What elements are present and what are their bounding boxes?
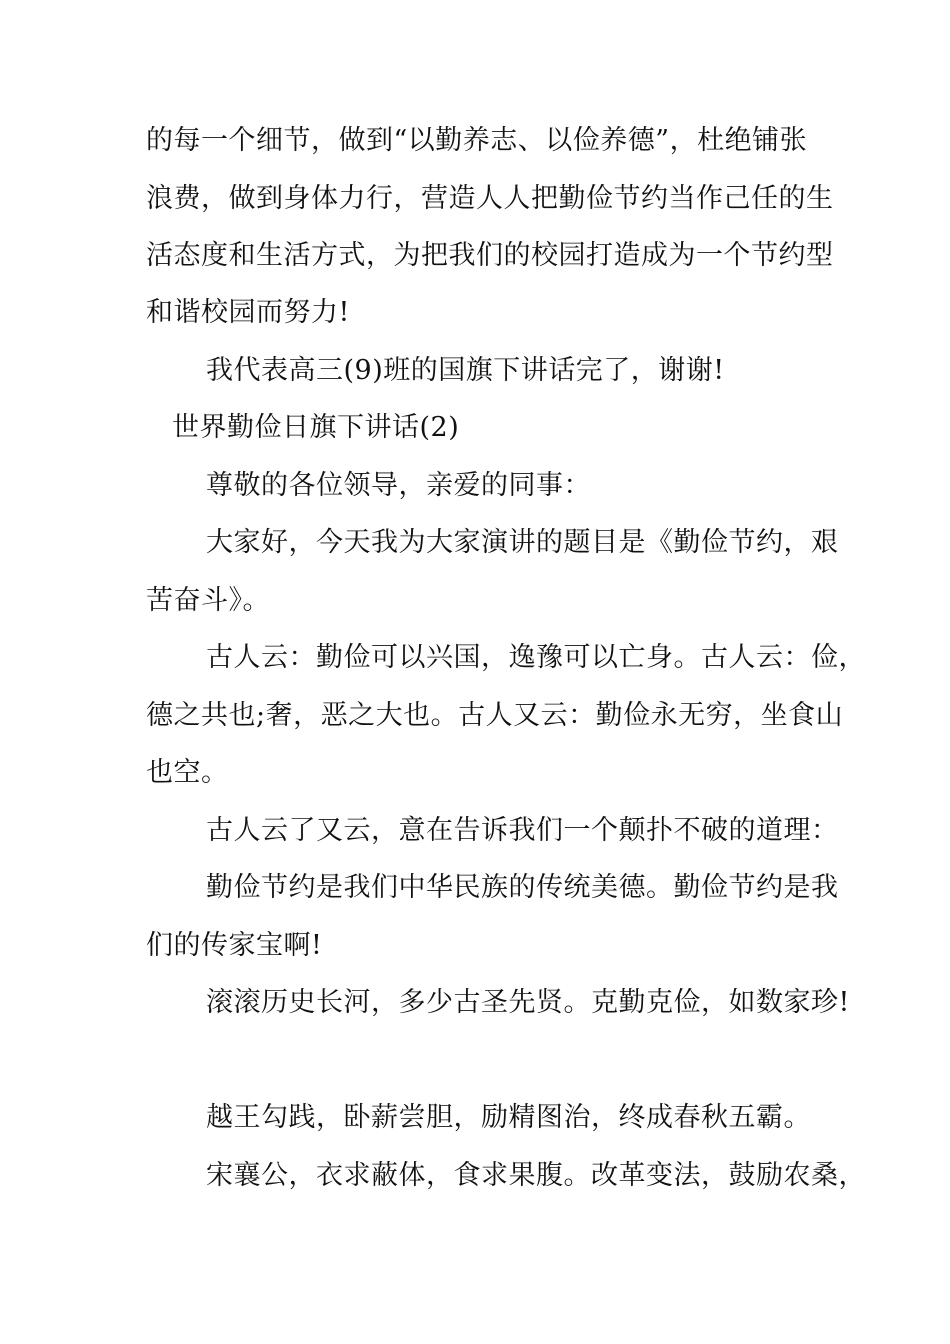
paragraph-line: 活态度和生活方式，为把我们的校园打造成为一个节约型 bbox=[146, 240, 834, 271]
section-title: 世界勤俭日旗下讲话(2) bbox=[172, 412, 460, 443]
paragraph-line: 勤俭节约是我们中华民族的传统美德。勤俭节约是我 bbox=[206, 872, 839, 903]
salutation: 尊敬的各位领导，亲爱的同事： bbox=[206, 470, 591, 501]
paragraph-line: 德之共也;奢，恶之大也。古人又云：勤俭永无穷，坐食山 bbox=[146, 700, 844, 731]
paragraph-line: 滚滚历史长河，多少古圣先贤。克勤克俭，如数家珍! bbox=[206, 987, 850, 1018]
paragraph-line: 古人云：勤俭可以兴国，逸豫可以亡身。古人云：俭， bbox=[206, 642, 866, 673]
paragraph-line: 也空。 bbox=[146, 757, 229, 788]
paragraph-line: 越王勾践，卧薪尝胆，励精图治，终成春秋五霸。 bbox=[206, 1102, 811, 1133]
paragraph-line: 浪费，做到身体力行，营造人人把勤俭节约当作己任的生 bbox=[146, 183, 834, 214]
paragraph-line: 们的传家宝啊! bbox=[146, 930, 323, 961]
paragraph-line: 大家好，今天我为大家演讲的题目是《勤俭节约，艰 bbox=[206, 527, 839, 558]
paragraph-line: 苦奋斗》。 bbox=[146, 585, 270, 616]
paragraph-line: 的每一个细节，做到“以勤养志、以俭养德”，杜绝铺张 bbox=[146, 125, 808, 156]
paragraph-line: 宋襄公，衣求蔽体，食求果腹。改革变法，鼓励农桑， bbox=[206, 1160, 866, 1191]
paragraph-line: 我代表高三(9)班的国旗下讲话完了，谢谢! bbox=[206, 355, 725, 386]
paragraph-line: 古人云了又云，意在告诉我们一个颠扑不破的道理： bbox=[206, 815, 839, 846]
paragraph-line: 和谐校园而努力! bbox=[146, 297, 350, 328]
